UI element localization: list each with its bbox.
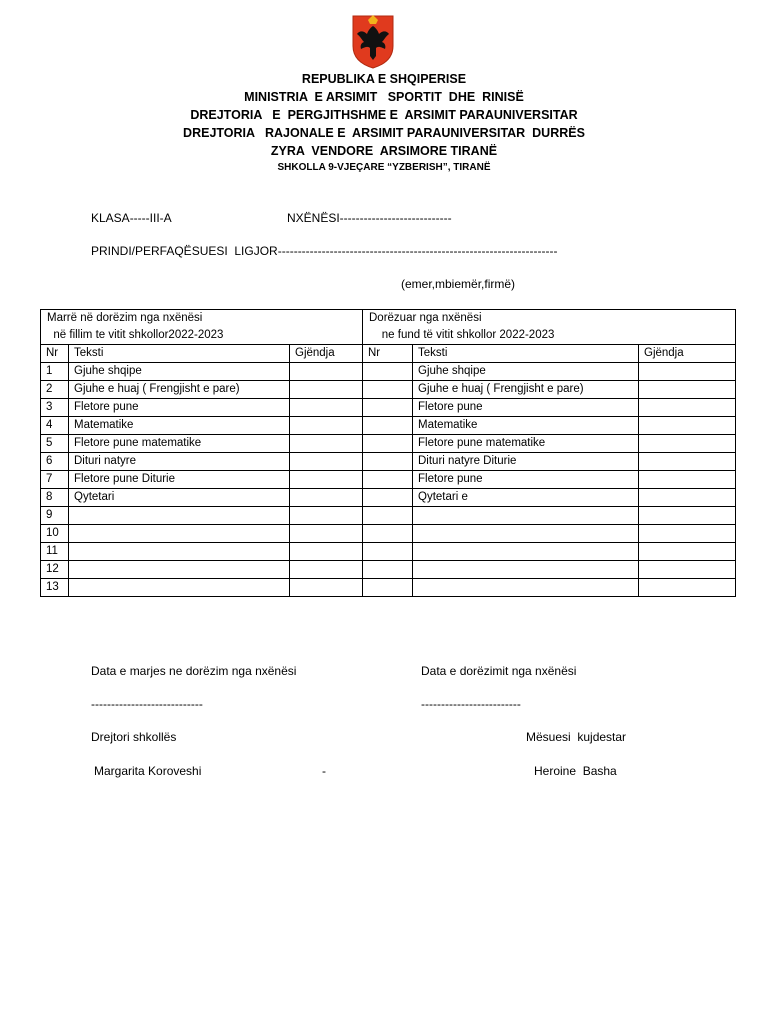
received-book-title: Gjuhe shqipe: [69, 363, 290, 381]
received-condition: [290, 543, 363, 561]
row-number: 2: [41, 381, 69, 399]
row-number: 4: [41, 417, 69, 435]
returned-condition: [639, 435, 736, 453]
returned-condition: [639, 561, 736, 579]
col-nr: Nr: [41, 345, 69, 363]
received-book-title: Qytetari: [69, 489, 290, 507]
parent-field: PRINDI/PERFAQËSUESI LIGJOR----------------------------------------------------------------------: [91, 244, 558, 258]
returned-book-title: Matematike: [413, 417, 639, 435]
header-line: ZYRA VENDORE ARSIMORE TIRANË: [270, 144, 498, 158]
class-field: KLASA-----III-A: [91, 211, 172, 225]
returned-row-number: [363, 525, 413, 543]
received-book-title: Fletore pune: [69, 399, 290, 417]
student-field: NXËNËSI----------------------------: [287, 211, 452, 225]
received-book-title: [69, 561, 290, 579]
signature-hint: (emer,mbiemër,firmë): [401, 277, 516, 291]
returned-condition: [639, 525, 736, 543]
received-condition: [290, 399, 363, 417]
received-condition: [290, 453, 363, 471]
returned-condition: [639, 399, 736, 417]
returned-condition: [639, 363, 736, 381]
receipt-date-label: Data e marjes ne dorëzim nga nxënësi: [91, 664, 297, 678]
returned-book-title: Gjuhe shqipe: [413, 363, 639, 381]
returned-row-number: [363, 507, 413, 525]
received-book-title: Fletore pune matematike: [69, 435, 290, 453]
received-condition: [290, 561, 363, 579]
table-row: [41, 435, 736, 453]
col-gjendja: Gjëndja: [639, 345, 736, 363]
school-name: SHKOLLA 9-VJEÇARE “YZBERISH”, TIRANË: [277, 162, 491, 173]
row-number: 9: [41, 507, 69, 525]
returned-section: [363, 310, 736, 345]
received-condition: [290, 525, 363, 543]
returned-row-number: [363, 417, 413, 435]
row-number: 8: [41, 489, 69, 507]
received-condition: [290, 417, 363, 435]
returned-row-number: [363, 489, 413, 507]
table-column-header: [41, 345, 736, 363]
received-book-title: Fletore pune Diturie: [69, 471, 290, 489]
returned-row-number: [363, 579, 413, 597]
received-book-title: [69, 507, 290, 525]
returned-book-title: Gjuhe e huaj ( Frengjisht e pare): [413, 381, 639, 399]
table-row: [41, 417, 736, 435]
homeroom-teacher-name: Heroine Basha: [534, 764, 617, 778]
returned-row-number: [363, 471, 413, 489]
row-number: 7: [41, 471, 69, 489]
header-line: MINISTRIA E ARSIMIT SPORTIT DHE RINISË: [244, 90, 524, 104]
returned-row-number: [363, 381, 413, 399]
table-row: [41, 543, 736, 561]
returned-row-number: [363, 453, 413, 471]
returned-condition: [639, 471, 736, 489]
returned-row-number: [363, 543, 413, 561]
table-row: [41, 561, 736, 579]
header-line: DREJTORIA E PERGJITHSHME E ARSIMIT PARAUNIVERSITAR: [190, 108, 578, 122]
received-book-title: Gjuhe e huaj ( Frengjisht e pare): [69, 381, 290, 399]
returned-book-title: [413, 525, 639, 543]
returned-row-number: [363, 363, 413, 381]
returned-book-title: Fletore pune: [413, 471, 639, 489]
received-book-title: [69, 543, 290, 561]
returned-row-number: [363, 561, 413, 579]
homeroom-teacher-label: Mësuesi kujdestar: [526, 730, 627, 744]
coat-of-arms-emblem: [350, 12, 396, 70]
received-book-title: Matematike: [69, 417, 290, 435]
received-condition: [290, 579, 363, 597]
returned-book-title: Fletore pune matematike: [413, 435, 639, 453]
returned-book-title: Fletore pune: [413, 399, 639, 417]
returned-condition: [639, 543, 736, 561]
row-number: 6: [41, 453, 69, 471]
header-line: DREJTORIA RAJONALE E ARSIMIT PARAUNIVERSITAR DURRËS: [183, 126, 585, 140]
receipt-date-line: ----------------------------: [91, 697, 203, 711]
returned-subtitle: ne fund të vitit shkollor 2022-2023: [369, 329, 555, 341]
received-condition: [290, 381, 363, 399]
col-gjendja: Gjëndja: [290, 345, 363, 363]
returned-condition: [639, 489, 736, 507]
returned-condition: [639, 381, 736, 399]
table-row: [41, 507, 736, 525]
row-number: 13: [41, 579, 69, 597]
table-row: [41, 399, 736, 417]
received-subtitle: në fillim te vitit shkollor2022-2023: [47, 329, 224, 341]
return-date-line: -------------------------: [421, 697, 521, 711]
table-row: [41, 363, 736, 381]
textbook-inventory-table: [40, 309, 736, 597]
returned-row-number: [363, 399, 413, 417]
row-number: 1: [41, 363, 69, 381]
row-number: 12: [41, 561, 69, 579]
returned-book-title: Qytetari e: [413, 489, 639, 507]
col-teksti: Teksti: [413, 345, 639, 363]
row-number: 11: [41, 543, 69, 561]
returned-book-title: [413, 507, 639, 525]
returned-row-number: [363, 435, 413, 453]
principal-name: Margarita Koroveshi: [94, 764, 202, 778]
document-header: [0, 70, 768, 176]
received-condition: [290, 507, 363, 525]
table-row: [41, 579, 736, 597]
received-condition: [290, 471, 363, 489]
table-section-header: [41, 310, 736, 345]
returned-book-title: [413, 561, 639, 579]
returned-condition: [639, 579, 736, 597]
received-condition: [290, 489, 363, 507]
returned-condition: [639, 453, 736, 471]
table-row: [41, 471, 736, 489]
received-book-title: [69, 579, 290, 597]
received-book-title: Dituri natyre: [69, 453, 290, 471]
col-nr: Nr: [363, 345, 413, 363]
received-condition: [290, 363, 363, 381]
returned-condition: [639, 507, 736, 525]
row-number: 3: [41, 399, 69, 417]
returned-book-title: [413, 579, 639, 597]
returned-book-title: Dituri natyre Diturie: [413, 453, 639, 471]
header-line: REPUBLIKA E SHQIPERISE: [301, 72, 467, 86]
returned-book-title: [413, 543, 639, 561]
table-row: [41, 489, 736, 507]
received-condition: [290, 435, 363, 453]
table-row: [41, 381, 736, 399]
row-number: 10: [41, 525, 69, 543]
table-row: [41, 453, 736, 471]
separator-dash: -: [322, 764, 326, 778]
received-section: [41, 310, 363, 345]
returned-title: Dorëzuar nga nxënësi: [369, 312, 482, 324]
received-title: Marrë në dorëzim nga nxënësi: [47, 312, 203, 324]
received-book-title: [69, 525, 290, 543]
returned-condition: [639, 417, 736, 435]
col-teksti: Teksti: [69, 345, 290, 363]
return-date-label: Data e dorëzimit nga nxënësi: [421, 664, 577, 678]
principal-label: Drejtori shkollës: [91, 730, 177, 744]
row-number: 5: [41, 435, 69, 453]
table-row: [41, 525, 736, 543]
